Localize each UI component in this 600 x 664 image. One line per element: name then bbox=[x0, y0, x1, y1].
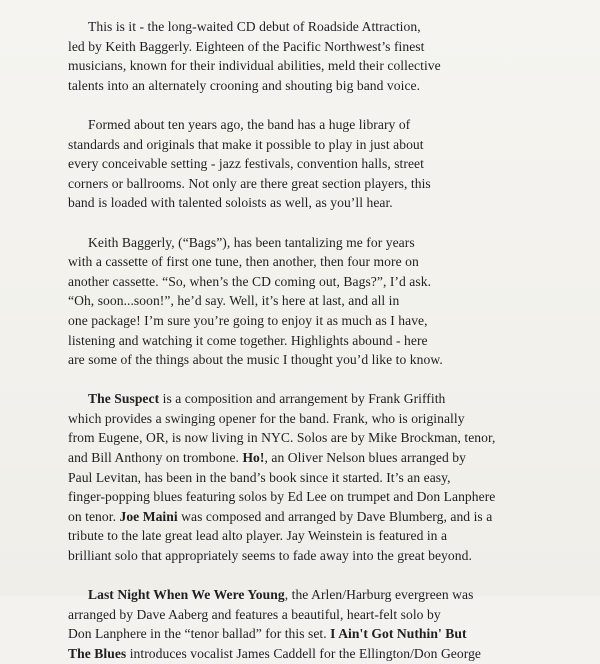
text-segment: talents into an alternately crooning and shouting big band voice. bbox=[68, 77, 421, 93]
text-line bbox=[68, 37, 568, 57]
song-title: The Blues bbox=[68, 646, 127, 661]
text-segment: listening and watching it come together. Highlights abound - here bbox=[68, 332, 428, 348]
text-line bbox=[68, 233, 568, 253]
text-segment: tribute to the late great lead alto player. Jay Weinstein is featured in a bbox=[68, 528, 448, 544]
text-segment: another cassette. “So, when’s the CD coming out, Bags?”, I’d ask. bbox=[68, 273, 432, 289]
text-segment: brilliant solo that appropriately seems to fade away into the great beyond. bbox=[68, 548, 472, 564]
text-line bbox=[68, 448, 568, 468]
paragraph bbox=[68, 233, 568, 370]
song-title: Last Night When We Were Young bbox=[88, 587, 285, 603]
text-segment: on tenor. bbox=[68, 508, 120, 524]
text-line bbox=[68, 291, 568, 311]
text-segment: led by Keith Baggerly. Eighteen of the Pacific Northwest’s finest bbox=[68, 38, 425, 54]
text-line bbox=[68, 115, 568, 135]
song-title: Ho! bbox=[242, 450, 265, 466]
text-segment: “Oh, soon...soon!”, he’d say. Well, it’s here at last, and all in bbox=[68, 293, 400, 309]
text-line bbox=[68, 409, 568, 429]
text-segment: arranged by Dave Aaberg and features a beautiful, heart-felt solo by bbox=[68, 606, 441, 622]
text-line bbox=[68, 272, 568, 292]
text-line bbox=[68, 76, 568, 96]
text-line bbox=[68, 507, 568, 527]
text-segment: finger-popping blues featuring solos by Ed Lee on trumpet and Don Lanphere bbox=[68, 489, 496, 505]
text-segment: musicians, known for their individual abilities, meld their collective bbox=[68, 58, 441, 74]
text-segment: band is loaded with talented soloists as well, as you’ll hear. bbox=[68, 195, 393, 211]
text-segment: This is it - the long-waited CD debut of Roadside Attraction, bbox=[88, 19, 421, 34]
text-segment: every conceivable setting - jazz festivals, convention halls, street bbox=[68, 156, 424, 172]
text-line bbox=[68, 526, 568, 546]
text-line bbox=[68, 428, 568, 448]
text-line bbox=[68, 546, 568, 566]
text-segment: Formed about ten years ago, the band has a huge library of bbox=[88, 116, 411, 132]
text-line bbox=[68, 17, 568, 37]
paragraph bbox=[68, 585, 568, 663]
text-line bbox=[68, 605, 568, 625]
text-line bbox=[68, 468, 568, 488]
text-segment: with a cassette of first one tune, then another, then four more on bbox=[68, 254, 419, 270]
text-segment: introduces vocalist James Caddell for the Ellington/Don George bbox=[126, 646, 481, 661]
text-line bbox=[68, 624, 568, 644]
text-line bbox=[68, 174, 568, 194]
text-line bbox=[68, 311, 568, 331]
text-segment: is a composition and arrangement by Frank Griffith bbox=[159, 391, 446, 407]
text-segment: corners or ballrooms. Not only are there great section players, this bbox=[68, 175, 431, 191]
paragraph bbox=[68, 17, 568, 95]
text-line bbox=[68, 135, 568, 155]
text-line bbox=[68, 350, 568, 370]
song-title: I Ain't Got Nuthin' But bbox=[330, 626, 467, 642]
text-segment: Keith Baggerly, (“Bags”), has been tantalizing me for years bbox=[88, 234, 415, 250]
text-segment: , the Arlen/Harburg evergreen was bbox=[284, 587, 474, 603]
text-segment: one package! I’m sure you’re going to enjoy it as much as I have, bbox=[68, 312, 428, 328]
text-segment: which provides a swinging opener for the band. Frank, who is originally bbox=[68, 410, 465, 426]
text-line bbox=[68, 331, 568, 351]
text-line bbox=[68, 585, 568, 605]
text-line bbox=[68, 389, 568, 409]
text-line bbox=[68, 644, 568, 664]
text-line bbox=[68, 487, 568, 507]
text-line bbox=[68, 193, 568, 213]
text-segment: Don Lanphere in the “tenor ballad” for this set. bbox=[68, 626, 331, 642]
text-line bbox=[68, 252, 568, 272]
paragraph bbox=[68, 389, 568, 565]
text-line bbox=[68, 56, 568, 76]
text-line bbox=[68, 154, 568, 174]
text-segment: , an Oliver Nelson blues arranged by bbox=[264, 450, 466, 466]
paragraph bbox=[68, 115, 568, 213]
text-segment: was composed and arranged by Dave Blumberg, and is a bbox=[177, 508, 493, 524]
text-segment: and Bill Anthony on trombone. bbox=[68, 450, 243, 466]
song-title: Joe Maini bbox=[119, 508, 178, 524]
text-segment: Paul Levitan, has been in the band’s book since it started. It’s an easy, bbox=[68, 469, 451, 485]
text-segment: from Eugene, OR, is now living in NYC. Solos are by Mike Brockman, tenor, bbox=[68, 430, 496, 446]
text-segment: are some of the things about the music I thought you’d like to know. bbox=[68, 352, 443, 368]
text-segment: standards and originals that make it possible to play in just about bbox=[68, 136, 424, 152]
song-title: The Suspect bbox=[88, 391, 160, 407]
liner-notes-text bbox=[68, 17, 600, 664]
